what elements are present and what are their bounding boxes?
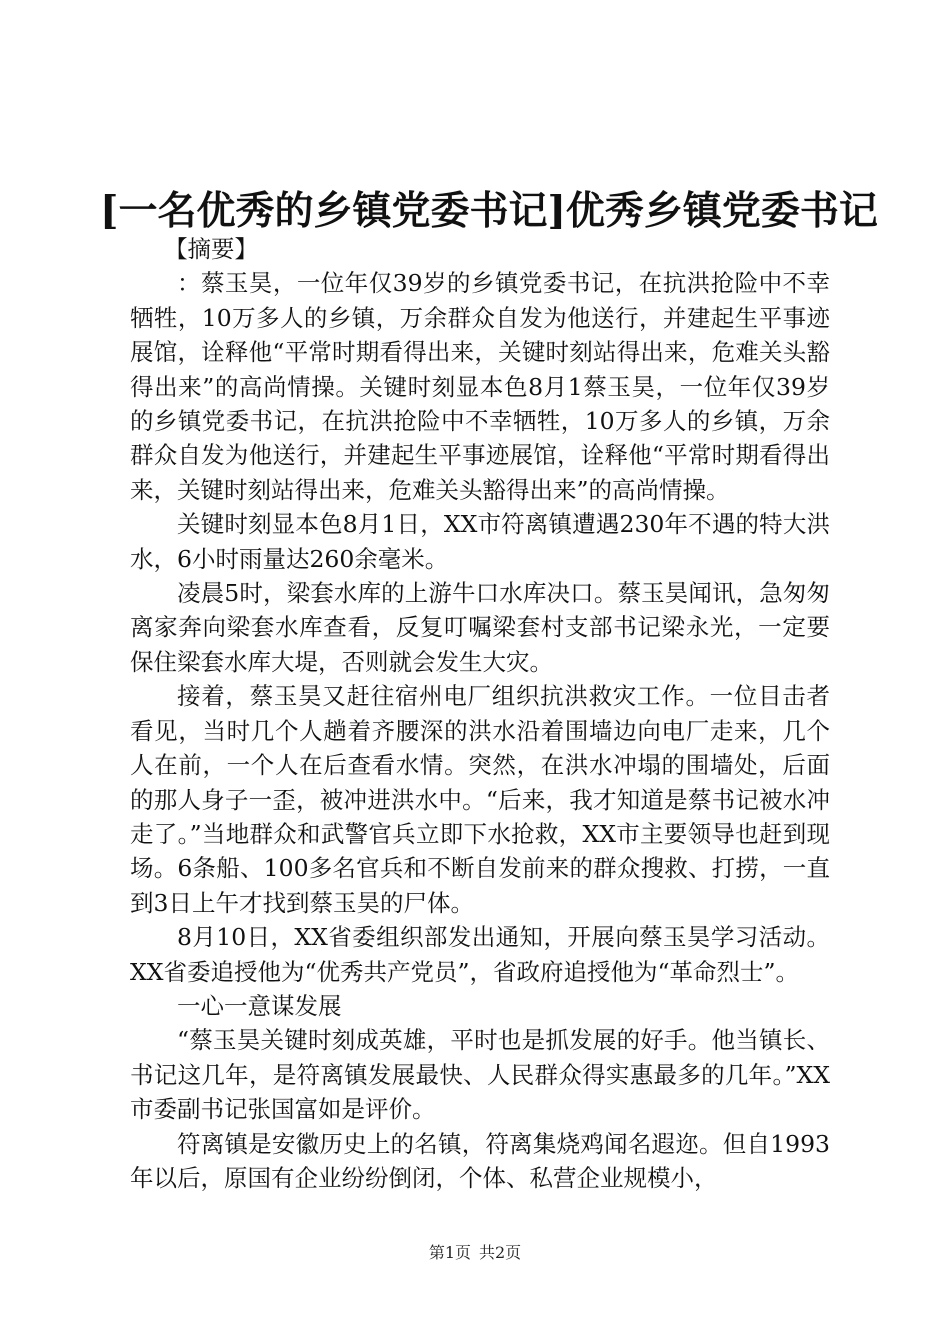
paragraph: 关键时刻显本色8月1日，XX市符离镇遭遇230年不遇的特大洪水，6小时雨量达260余毫米。 bbox=[130, 510, 830, 573]
paragraph: 符离镇是安徽历史上的名镇，符离集烧鸡闻名遐迩。但自1993年以后，原国有企业纷纷倒闭，个体、私营企业规模小， bbox=[130, 1129, 830, 1192]
paragraph: 8月10日，XX省委组织部发出通知，开展向蔡玉昊学习活动。XX省委追授他为“优秀共产党员”，省政府追授他为“革命烈士”。 bbox=[130, 923, 830, 986]
abstract-heading: 【摘要】 bbox=[164, 235, 259, 263]
section-heading: 一心一意谋发展 bbox=[177, 991, 342, 1020]
paragraph: “蔡玉昊关键时刻成英雄，平时也是抓发展的好手。他当镇长、书记这几年，是符离镇发展最快、人民群众得实惠最多的几年。”XX市委副书记张国富如是评价。 bbox=[130, 1026, 830, 1124]
document-title: [一名优秀的乡镇党委书记]优秀乡镇党委书记 bbox=[100, 188, 878, 234]
paragraph: 接着，蔡玉昊又赶往宿州电厂组织抗洪救灾工作。一位目击者看见，当时几个人趟着齐腰深的洪水沿着围墙边向电厂走来，几个人在前，一个人在后查看水情。突然，在洪水冲塌的围墙处，后面的那人身子一歪，被冲进洪水中。“后来，我才知道是蔡书记被水冲走了。”当地群众和武警官兵立即下水抢救，XX市主要领导也赶到现场。6条船、100多名官兵和不断自发前来的群众搜救、打捞，一直到3日上午才找到蔡玉昊的尸体。 bbox=[130, 682, 830, 917]
paragraph-abstract: ：蔡玉昊，一位年仅39岁的乡镇党委书记，在抗洪抢险中不幸牺牲，10万多人的乡镇，万余群众自发为他送行，并建起生平事迹展馆，诠释他“平常时期看得出来，关键时刻站得出来，危难关头豁得出来”的高尚情操。关键时刻显本色8月1蔡玉昊，一位年仅39岁的乡镇党委书记，在抗洪抢险中不幸牺牲，10万多人的乡镇，万余群众自发为他送行，并建起生平事迹展馆，诠释他“平常时期看得出来，关键时刻站得出来，危难关头豁得出来”的高尚情操。 bbox=[130, 269, 830, 504]
page-footer bbox=[0, 1242, 950, 1264]
page-number-current: 第1页 bbox=[428, 1243, 471, 1262]
page-number-total: 共2页 bbox=[479, 1243, 522, 1262]
document-body bbox=[130, 232, 830, 1195]
paragraph: 凌晨5时，梁套水库的上游牛口水库决口。蔡玉昊闻讯，急匆匆离家奔向梁套水库查看，反复叮嘱梁套村支部书记梁永光，一定要保住梁套水库大堤，否则就会发生大灾。 bbox=[130, 579, 830, 676]
